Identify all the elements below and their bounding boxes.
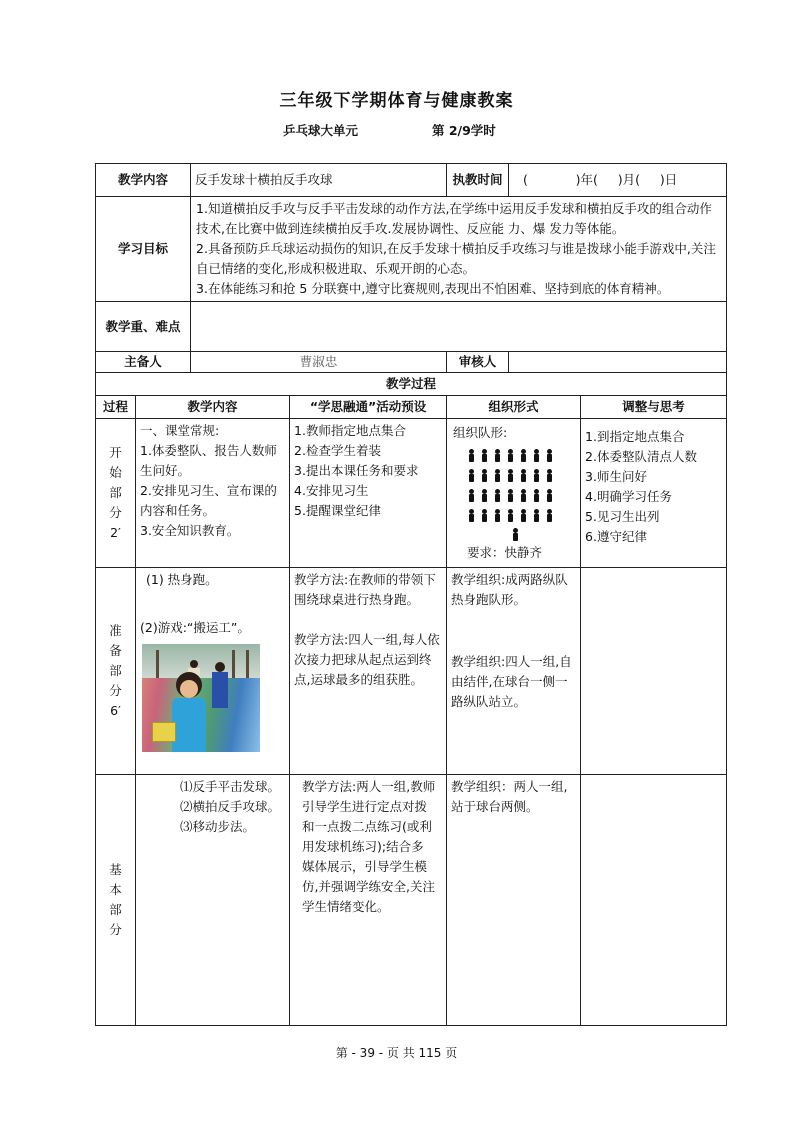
prep-activity-item: 教学方法:在教师的带领下围绕球桌进行热身跑。 [294,572,436,607]
student-icon [493,449,502,462]
column-header-organization: 组织形式 [447,396,581,419]
lesson-number: 第 2/9学时 [432,123,496,138]
student-icon [480,469,489,482]
start-reflection: 1.到指定地点集合 2.体委整队清点人数 3.师生问好 4.明确学习任务 5.见习生出列 6.遵守纪律 [581,419,727,568]
start-formation [447,419,581,568]
basic-organization: 教学组织：两人一组,站于球台两侧。 [447,775,581,1026]
student-icon [532,469,541,482]
time-label: 执教时间 [447,164,509,197]
student-icon [532,509,541,522]
column-header-reflection: 调整与思考 [581,396,727,419]
document-title: 三年级下学期体育与健康教案 [279,91,514,111]
prep-organization-item: 教学组织:成两路纵队热身跑队形。 [451,572,568,607]
objective-item: 2.具备预防乒乓球运动损伤的知识,在反手发球十横拍反手攻练习与谁是拨球小能手游戏中,关注自已情绪的变化,形成积极进取、乐观开朗的心态。 [196,241,716,276]
student-icon [519,489,528,502]
prep-content-item: (2)游戏:“搬运工”。 [140,620,250,635]
reviewer-label: 审核人 [447,352,509,373]
lesson-plan-table [95,163,727,1026]
page-number: 第 - 39 - 页 共 115 页 [335,1046,458,1060]
column-header-activities: “学思融通”活动预设 [290,396,447,419]
objectives-list [191,197,727,302]
prep-activity-item: 教学方法:四人一组,每人依次接力把球从起点运到终点,运球最多的组获胜。 [294,632,440,687]
prep-organization [447,568,581,775]
teacher-icon [511,528,520,541]
preparer-value: 曹淑忠 [191,352,447,373]
reviewer-value [509,352,727,373]
phase-start: 开 始 部 分 2′ [96,419,136,568]
student-icon [532,489,541,502]
student-icon [480,489,489,502]
objective-item: 1.知道横拍反手攻与反手平击发球的动作方法,在学练中运用反手发球和横拍反手攻的组合动作技术,在比赛中做到连续横拍反手攻.发展协调性、反应能 力、爆 发力等体能。 [196,201,712,236]
basic-reflection [581,775,727,1026]
preparer-label: 主备人 [96,352,191,373]
formation-requirement: 要求：快静齐 [467,545,543,560]
objective-item: 3.在体能练习和抢 5 分联赛中,遵守比赛规则,表现出不怕困难、坚持到底的体育精神。 [196,281,670,296]
student-icon [467,449,476,462]
content-label: 教学内容 [96,164,191,197]
time-value: ( )年( )月( )日 [509,164,727,197]
student-icon [467,489,476,502]
objectives-label: 学习目标 [96,197,191,302]
column-header-content: 教学内容 [136,396,290,419]
student-icon [506,489,515,502]
key-points-value [191,302,727,352]
student-icon [493,469,502,482]
teacher-marker [511,528,574,541]
game-photo [142,644,260,752]
student-icon [545,449,554,462]
formation-diagram [467,449,574,522]
phase-basic: 基 本 部 分 [96,775,136,1026]
unit-name: 乒乓球大单元 [283,123,359,138]
student-icon [545,509,554,522]
start-content: 一、课堂常规: 1.体委整队、报告人数师生问好。 2.安排见习生、宣布课的内容和任务。 3.安全知识教育。 [136,419,290,568]
student-icon [467,509,476,522]
student-icon [467,469,476,482]
basic-activities: 教学方法:两人一组,教师引导学生进行定点对拨和一点拨二点练习(或利用发球机练习);结合多媒体展示，引导学生模仿,并强调学练安全,关注学生情绪变化。 [290,775,447,1026]
student-icon [545,469,554,482]
basic-content: ⑴反手平击发球。 ⑵横拍反手攻球。 ⑶移动步法。 [136,775,290,1026]
student-icon [506,509,515,522]
student-icon [545,489,554,502]
prep-organization-item: 教学组织:四人一组,自由结伴,在球台一侧一路纵队站立。 [451,654,572,709]
student-icon [480,509,489,522]
student-icon [519,509,528,522]
phase-prep: 准 备 部 分 6′ [96,568,136,775]
student-icon [506,469,515,482]
prep-content [136,568,290,775]
start-activities: 1.教师指定地点集合 2.检查学生着装 3.提出本课任务和要求 4.安排见习生 5.提醒课堂纪律 [290,419,447,568]
student-icon [506,449,515,462]
formation-label: 组织队形: [453,425,508,440]
student-icon [493,489,502,502]
key-points-label: 教学重、难点 [96,302,191,352]
column-header-stage: 过程 [96,396,136,419]
student-icon [480,449,489,462]
student-icon [493,509,502,522]
prep-activities [290,568,447,775]
prep-reflection [581,568,727,775]
student-icon [532,449,541,462]
student-icon [519,449,528,462]
content-value: 反手发球十横拍反手攻球 [191,164,447,197]
student-icon [519,469,528,482]
prep-content-item: (1) 热身跑。 [146,572,218,587]
process-section-title: 教学过程 [96,373,727,396]
